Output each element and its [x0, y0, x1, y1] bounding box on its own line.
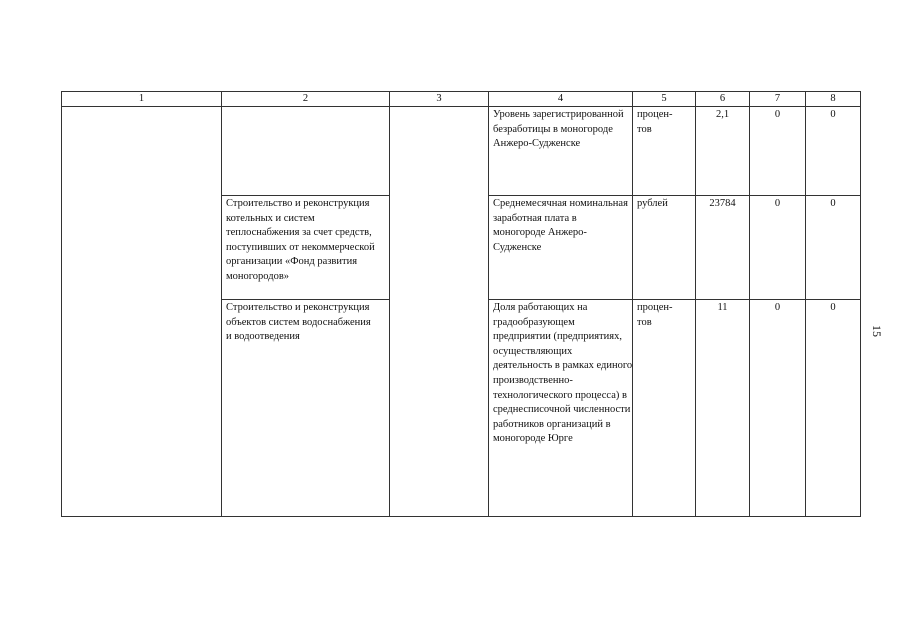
row2-col8: 0 — [830, 198, 836, 209]
row1-col6: 2,1 — [715, 109, 730, 120]
header-col-8: 8 — [830, 93, 836, 104]
header-col-5: 5 — [661, 93, 667, 104]
header-col-6: 6 — [719, 93, 726, 104]
row2-col6: 23784 — [709, 198, 736, 209]
row3-unit: процен-тов — [637, 302, 673, 328]
row1-col8: 0 — [830, 109, 836, 120]
row2-indicator: Среднемесячная номинальная заработная плата в моногороде Анжеро-Судженске — [493, 198, 628, 253]
row3-col6: 11 — [717, 302, 728, 313]
page-number: 15 — [870, 325, 884, 337]
row2-activity: Строительство и реконструкция котельных и систем теплоснабжения за счет средств, поступивших от некоммерческой организации «Фонд развития моногородов» — [226, 198, 375, 282]
header-col-2: 2 — [302, 93, 309, 104]
header-col-4: 4 — [557, 93, 564, 104]
row3-col7: 0 — [774, 302, 781, 313]
row1-indicator: Уровень зарегистрированной безработицы в моногороде Анжеро-Судженске — [493, 109, 624, 150]
row3-activity: Строительство и реконструкция объектов систем водоснабжения и водоотведения — [226, 302, 371, 343]
header-col-1: 1 — [138, 93, 145, 104]
row1-unit: процен-тов — [637, 109, 673, 135]
row2-col7: 0 — [774, 198, 781, 209]
header-col-3: 3 — [436, 93, 442, 104]
row3-indicator: Доля работающих на градообразующем предприятии (предприятиях, осуществляющих деятельность в рамках единого производственно-технологического процесса) в среднесписочной численности работников организаций в моногороде Юрге — [493, 302, 633, 445]
row1-col7: 0 — [774, 109, 781, 120]
row3-col8: 0 — [830, 302, 836, 313]
row2-unit: рублей — [637, 198, 668, 209]
header-col-7: 7 — [774, 93, 781, 104]
